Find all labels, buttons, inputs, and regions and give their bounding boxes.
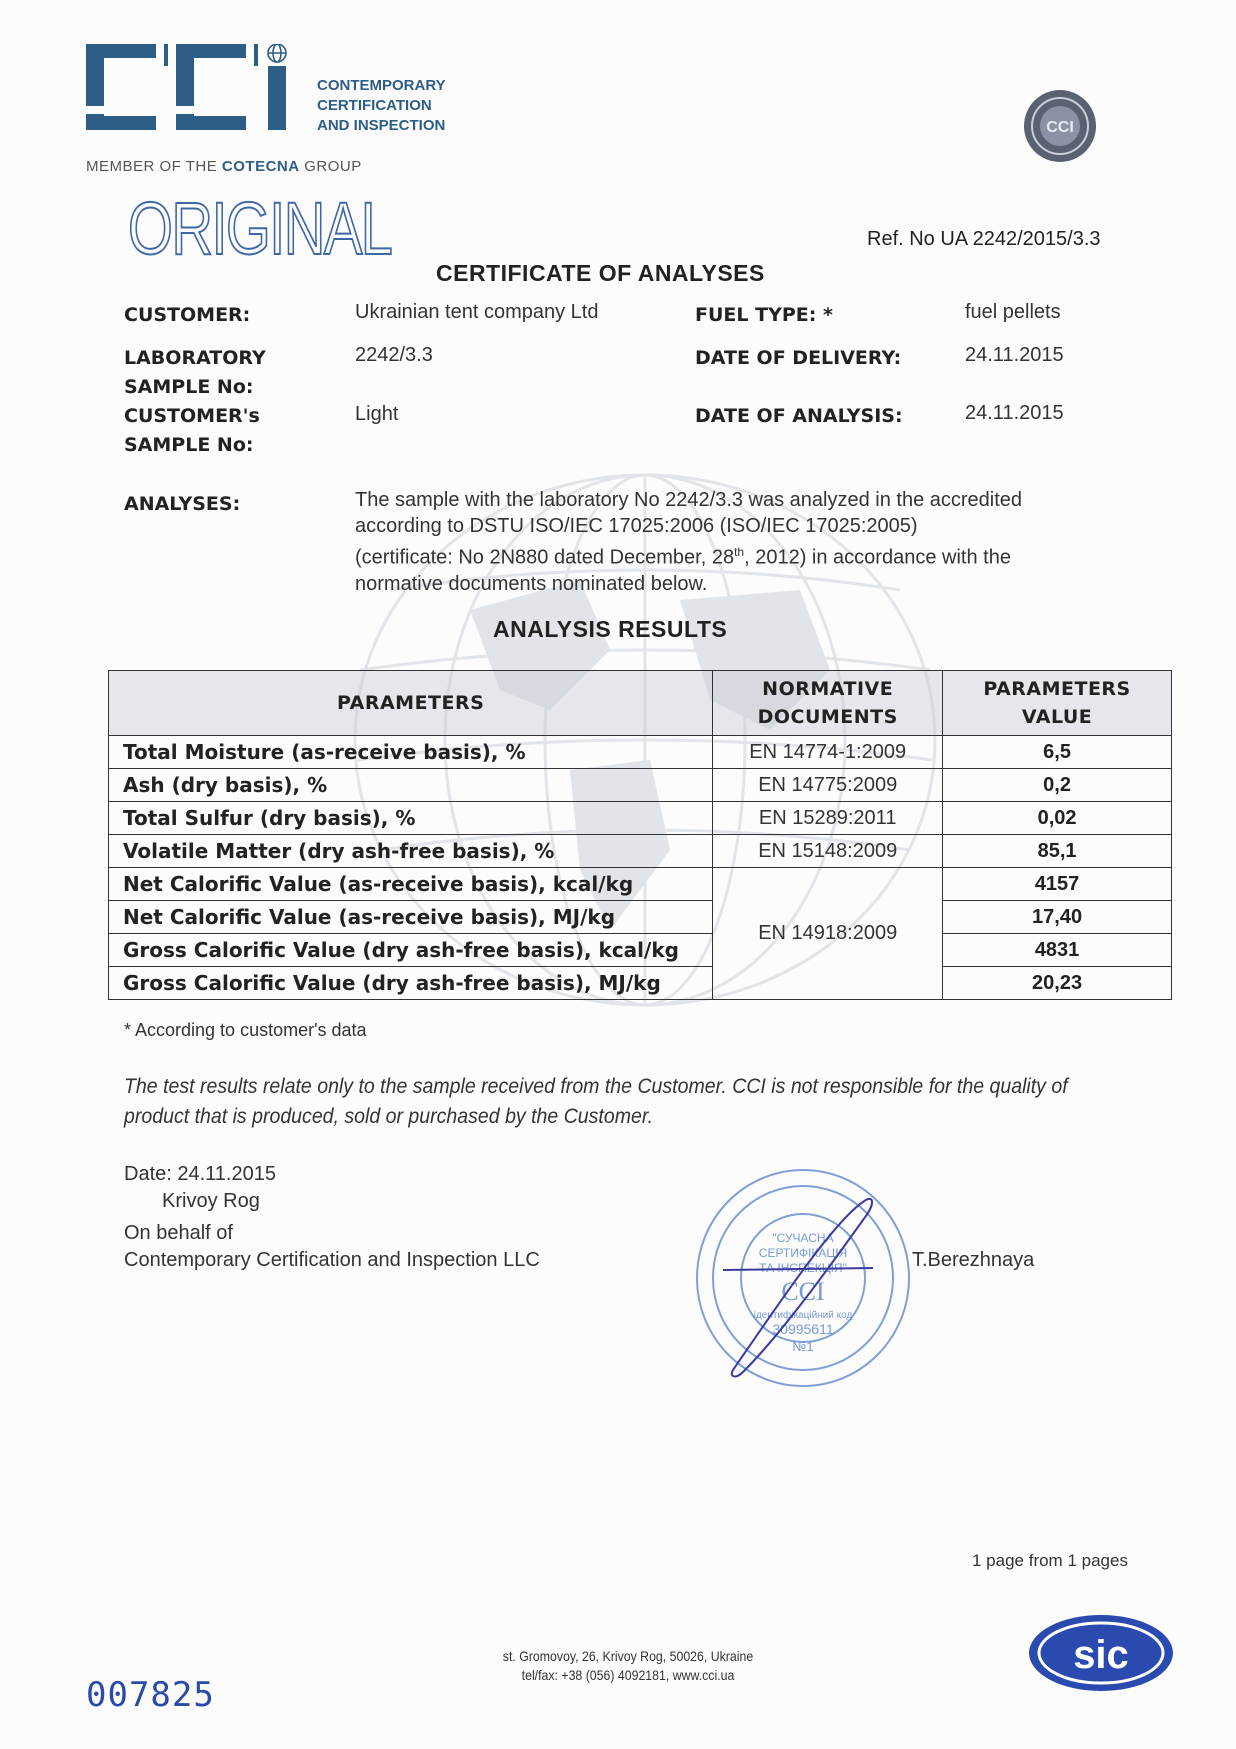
document-cell: EN 14775:2009 [713,769,943,802]
svg-text:СЕРТИФІКАЦІЯ: СЕРТИФІКАЦІЯ [758,1246,848,1260]
disclaimer: The test results relate only to the sample received from the Customer. CCI is not responsible for the quality of product that is produced, sold or purchased by the Customer. [124,1075,1068,1128]
company-name-line: CONTEMPORARY [317,77,446,94]
lab-sample-value: 2242/3.3 [355,344,433,366]
official-stamp [663,1162,917,1394]
customer-value: Ukrainian tent company Ltd [355,301,599,323]
document-cell: EN 15148:2009 [713,835,943,868]
signer-name: T.Berezhnaya [912,1249,1035,1271]
results-table [108,670,1172,1000]
company-name-line: AND INSPECTION [317,117,446,134]
parameter-cell: Gross Calorific Value (dry ash-free basis), kcal/kg [109,934,713,967]
value-cell: 4157 [943,868,1172,901]
header-parameters-value: PARAMETERS VALUE [943,671,1172,736]
value-cell: 85,1 [943,835,1172,868]
analysis-date-label: DATE OF ANALYSIS: [695,405,903,427]
value-cell: 4831 [943,934,1172,967]
certificate-title: CERTIFICATE OF ANALYSES [436,260,765,286]
svg-text:CCI: CCI [1046,119,1074,136]
parameter-cell: Volatile Matter (dry ash-free basis), % [109,835,713,868]
svg-text:ідентифікаційний код: ідентифікаційний код [753,1310,853,1321]
parameter-cell: Net Calorific Value (as-receive basis), kcal/kg [109,868,713,901]
fuel-type-label: FUEL TYPE: * [695,304,833,326]
serial-number: 007825 [86,1675,215,1715]
delivery-date-label: DATE OF DELIVERY: [695,347,902,369]
analyses-description: The sample with the laboratory No 2242/3.3 was analyzed in the accredited according to DSTU ISO/IEC 17025:2006 (ISO/IEC 17025:2005) (certificate: No 2N880 dated December, 28th, 2012) in accordance with the normative documents nominated below. [355,489,1023,595]
value-cell: 17,40 [943,901,1172,934]
header-parameters: PARAMETERS [109,671,713,736]
cotecna-brand: COTECNA [221,158,300,175]
delivery-date-value: 24.11.2015 [965,344,1064,366]
company-name-block [317,76,446,136]
table-footnote: * According to customer's data [124,1020,367,1040]
svg-text:30995611: 30995611 [772,1321,834,1337]
page-count: 1 page from 1 pages [972,1551,1128,1570]
member-of-group: MEMBER OF THE COTECNA GROUP [86,158,362,175]
reference-number: Ref. No UA 2242/2015/3.3 [867,228,1101,250]
company-name-line: CERTIFICATION [317,97,432,114]
issue-date: Date: 24.11.2015 [124,1163,276,1185]
value-cell: 20,23 [943,967,1172,1000]
hologram-seal-icon [1022,88,1098,164]
parameter-cell: Total Moisture (as-receive basis), % [109,736,713,769]
customer-sample-value: Light [355,403,399,425]
svg-text:№1: №1 [792,1339,814,1354]
parameter-cell: Total Sulfur (dry basis), % [109,802,713,835]
sic-logo [1026,1612,1176,1694]
company-address: st. Gromovoy, 26, Krivoy Rog, 50026, Ukraine tel/fax: +38 (056) 4092181, www.cci.ua [502,1648,754,1683]
parameter-cell: Ash (dry basis), % [109,769,713,802]
table-row [109,967,1172,1000]
issue-place: Krivoy Rog [162,1190,260,1212]
table-row [109,736,1172,769]
analysis-date-value: 24.11.2015 [965,402,1064,424]
document-cell: EN 15289:2011 [713,802,943,835]
fuel-type-value: fuel pellets [965,301,1061,323]
document-cell: EN 14774-1:2009 [713,736,943,769]
on-behalf-of: On behalf of Contemporary Certification and Inspection LLC [124,1222,540,1271]
svg-text:ТА ІНСПЕКЦІЯ": ТА ІНСПЕКЦІЯ" [759,1261,847,1275]
svg-text:CCI: CCI [781,1277,825,1306]
value-cell: 6,5 [943,736,1172,769]
document-cell: EN 14918:2009 [713,868,943,1000]
analysis-results-title: ANALYSIS RESULTS [493,616,728,642]
table-header-row [109,671,1172,736]
value-cell: 0,2 [943,769,1172,802]
value-cell: 0,02 [943,802,1172,835]
lab-sample-label: LABORATORY SAMPLE No: [124,347,266,398]
customer-label: CUSTOMER: [124,304,251,326]
parameter-cell: Gross Calorific Value (dry ash-free basis), MJ/kg [109,967,713,1000]
svg-text:sic: sic [1073,1633,1129,1677]
table-row [109,769,1172,802]
original-stamp: ORIGINAL [128,187,392,270]
table-row [109,802,1172,835]
table-row [109,901,1172,934]
customer-sample-label: CUSTOMER's SAMPLE No: [124,405,260,456]
table-row [109,868,1172,901]
analyses-label: ANALYSES: [124,493,241,515]
svg-text:"СУЧАСНА: "СУЧАСНА [772,1231,834,1245]
table-row [109,934,1172,967]
svg-text:CCI: CCI [86,44,88,45]
parameter-cell: Net Calorific Value (as-receive basis), MJ/kg [109,901,713,934]
header-normative-documents: NORMATIVE DOCUMENTS [713,671,943,736]
table-row [109,835,1172,868]
